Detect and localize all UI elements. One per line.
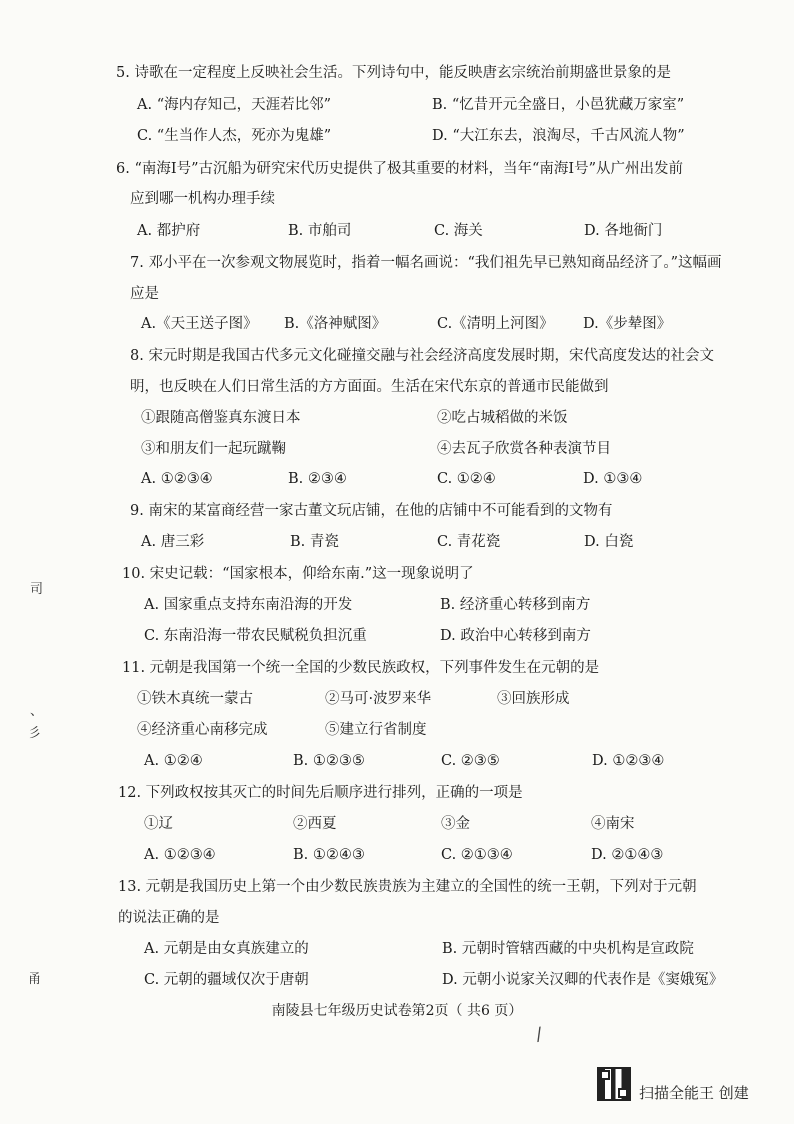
page-footer: 南陵县七年级历史试卷第2页（ 共6 页） (271, 1003, 523, 1019)
q13-option-a: A. 元朝是由女真族建立的 (144, 941, 309, 957)
q9-option-d: D. 白瓷 (584, 534, 634, 550)
q11-option-c: C. ②③⑤ (441, 753, 500, 769)
scanner-watermark: 扫描全能王 创建 (639, 1084, 749, 1102)
q12-item-2: ②西夏 (293, 816, 337, 832)
q12-option-b: B. ①②④③ (293, 847, 365, 863)
q13-option-d: D. 元朝小说家关汉卿的代表作是《窦娥冤》 (442, 972, 724, 988)
q13-option-b: B. 元朝时管辖西藏的中央机构是宣政院 (442, 941, 694, 957)
q10-option-d: D. 政治中心转移到南方 (440, 628, 591, 644)
q10-stem: 10. 宋史记载：“国家根本，仰给东南.”这一现象说明了 (122, 566, 474, 582)
q7-option-b: B.《洛神赋图》 (284, 316, 387, 332)
q8-stem-line1: 8. 宋元时期是我国古代多元文化碰撞交融与社会经济高度发展时期，宋代高度发达的社会文 (130, 348, 714, 364)
q9-stem: 9. 南宋的某富商经营一家古董文玩店铺，在他的店铺中不可能看到的文物有 (130, 503, 613, 519)
q5-option-c: C. “生当作人杰，死亦为鬼雄” (137, 128, 332, 144)
q5-option-d: D. “大江东去，浪淘尽，千古风流人物” (432, 128, 685, 144)
q5-stem: 5. 诗歌在一定程度上反映社会生活。下列诗句中，能反映唐玄宗统治前期盛世景象的是 (116, 65, 671, 81)
qr-code-icon (597, 1067, 631, 1101)
q13-stem-line1: 13. 元朝是我国历史上第一个由少数民族贵族为主建立的全国性的统一王朝，下列对于元朝 (118, 879, 697, 895)
q8-item-3: ③和朋友们一起玩蹴鞠 (141, 441, 286, 457)
q9-option-c: C. 青花瓷 (437, 534, 501, 550)
margin-mark-4: 甬 (28, 972, 42, 987)
q5-option-a: A. “海内存知己，天涯若比邻” (137, 97, 332, 113)
margin-mark-3: 彡 (28, 726, 42, 741)
q8-option-a: A. ①②③④ (141, 471, 213, 487)
q11-option-d: D. ①②③④ (592, 753, 665, 769)
margin-mark-1: 司 (30, 582, 44, 597)
q10-option-b: B. 经济重心转移到南方 (440, 597, 591, 613)
q8-item-4: ④去瓦子欣赏各种表演节目 (437, 441, 611, 457)
q6-option-b: B. 市舶司 (288, 223, 352, 239)
pen-mark: / (534, 1023, 544, 1046)
q11-item-3: ③回族形成 (497, 691, 570, 707)
q7-stem-line2: 应是 (130, 286, 159, 302)
q12-item-3: ③金 (441, 816, 470, 832)
q13-option-c: C. 元朝的疆域仅次于唐朝 (144, 972, 309, 988)
q8-item-2: ②吃占城稻做的米饭 (437, 410, 568, 426)
q13-stem-line2: 的说法正确的是 (118, 910, 220, 926)
q12-stem: 12. 下列政权按其灭亡的时间先后顺序进行排列，正确的一项是 (118, 785, 523, 801)
q7-stem-line1: 7. 邓小平在一次参观文物展览时，指着一幅名画说：“我们祖先早已熟知商品经济了。”这幅画 (130, 255, 722, 271)
q8-item-1: ①跟随高僧鉴真东渡日本 (141, 410, 301, 426)
q6-option-a: A. 都护府 (137, 223, 201, 239)
q11-option-b: B. ①②③⑤ (293, 753, 365, 769)
q8-option-b: B. ②③④ (288, 471, 347, 487)
q8-stem-line2: 明，也反映在人们日常生活的方方面面。生活在宋代东京的普通市民能做到 (130, 379, 609, 395)
q11-stem: 11. 元朝是我国第一个统一全国的少数民族政权，下列事件发生在元朝的是 (122, 660, 600, 676)
q7-option-c: C.《清明上河图》 (437, 316, 554, 332)
q7-option-d: D.《步辇图》 (583, 316, 672, 332)
q12-option-a: A. ①②③④ (144, 847, 216, 863)
margin-mark-2: 、 (30, 704, 44, 719)
q12-option-d: D. ②①④③ (591, 847, 664, 863)
q10-option-a: A. 国家重点支持东南沿海的开发 (144, 597, 353, 613)
q12-item-1: ①辽 (144, 816, 173, 832)
q9-option-b: B. 青瓷 (290, 534, 339, 550)
q5-option-b: B. “忆昔开元全盛日，小邑犹藏万家室” (432, 97, 685, 113)
q11-item-4: ④经济重心南移完成 (137, 722, 268, 738)
q12-option-c: C. ②①③④ (441, 847, 513, 863)
q11-item-5: ⑤建立行省制度 (325, 722, 427, 738)
q11-item-1: ①铁木真统一蒙古 (137, 691, 253, 707)
q12-item-4: ④南宋 (591, 816, 635, 832)
q10-option-c: C. 东南沿海一带农民赋税负担沉重 (144, 628, 367, 644)
q11-option-a: A. ①②④ (144, 753, 203, 769)
q6-option-c: C. 海关 (434, 223, 483, 239)
q7-option-a: A.《天王送子图》 (141, 316, 258, 332)
q8-option-c: C. ①②④ (437, 471, 496, 487)
q9-option-a: A. 唐三彩 (141, 534, 205, 550)
q8-option-d: D. ①③④ (583, 471, 643, 487)
q6-option-d: D. 各地衙门 (584, 223, 663, 239)
q11-item-2: ②马可·波罗来华 (325, 691, 432, 707)
q6-stem-line1: 6. “南海Ⅰ号”古沉船为研究宋代历史提供了极其重要的材料，当年“南海Ⅰ号”从广州出发前 (116, 161, 684, 177)
q6-stem-line2: 应到哪一机构办理手续 (130, 191, 275, 207)
